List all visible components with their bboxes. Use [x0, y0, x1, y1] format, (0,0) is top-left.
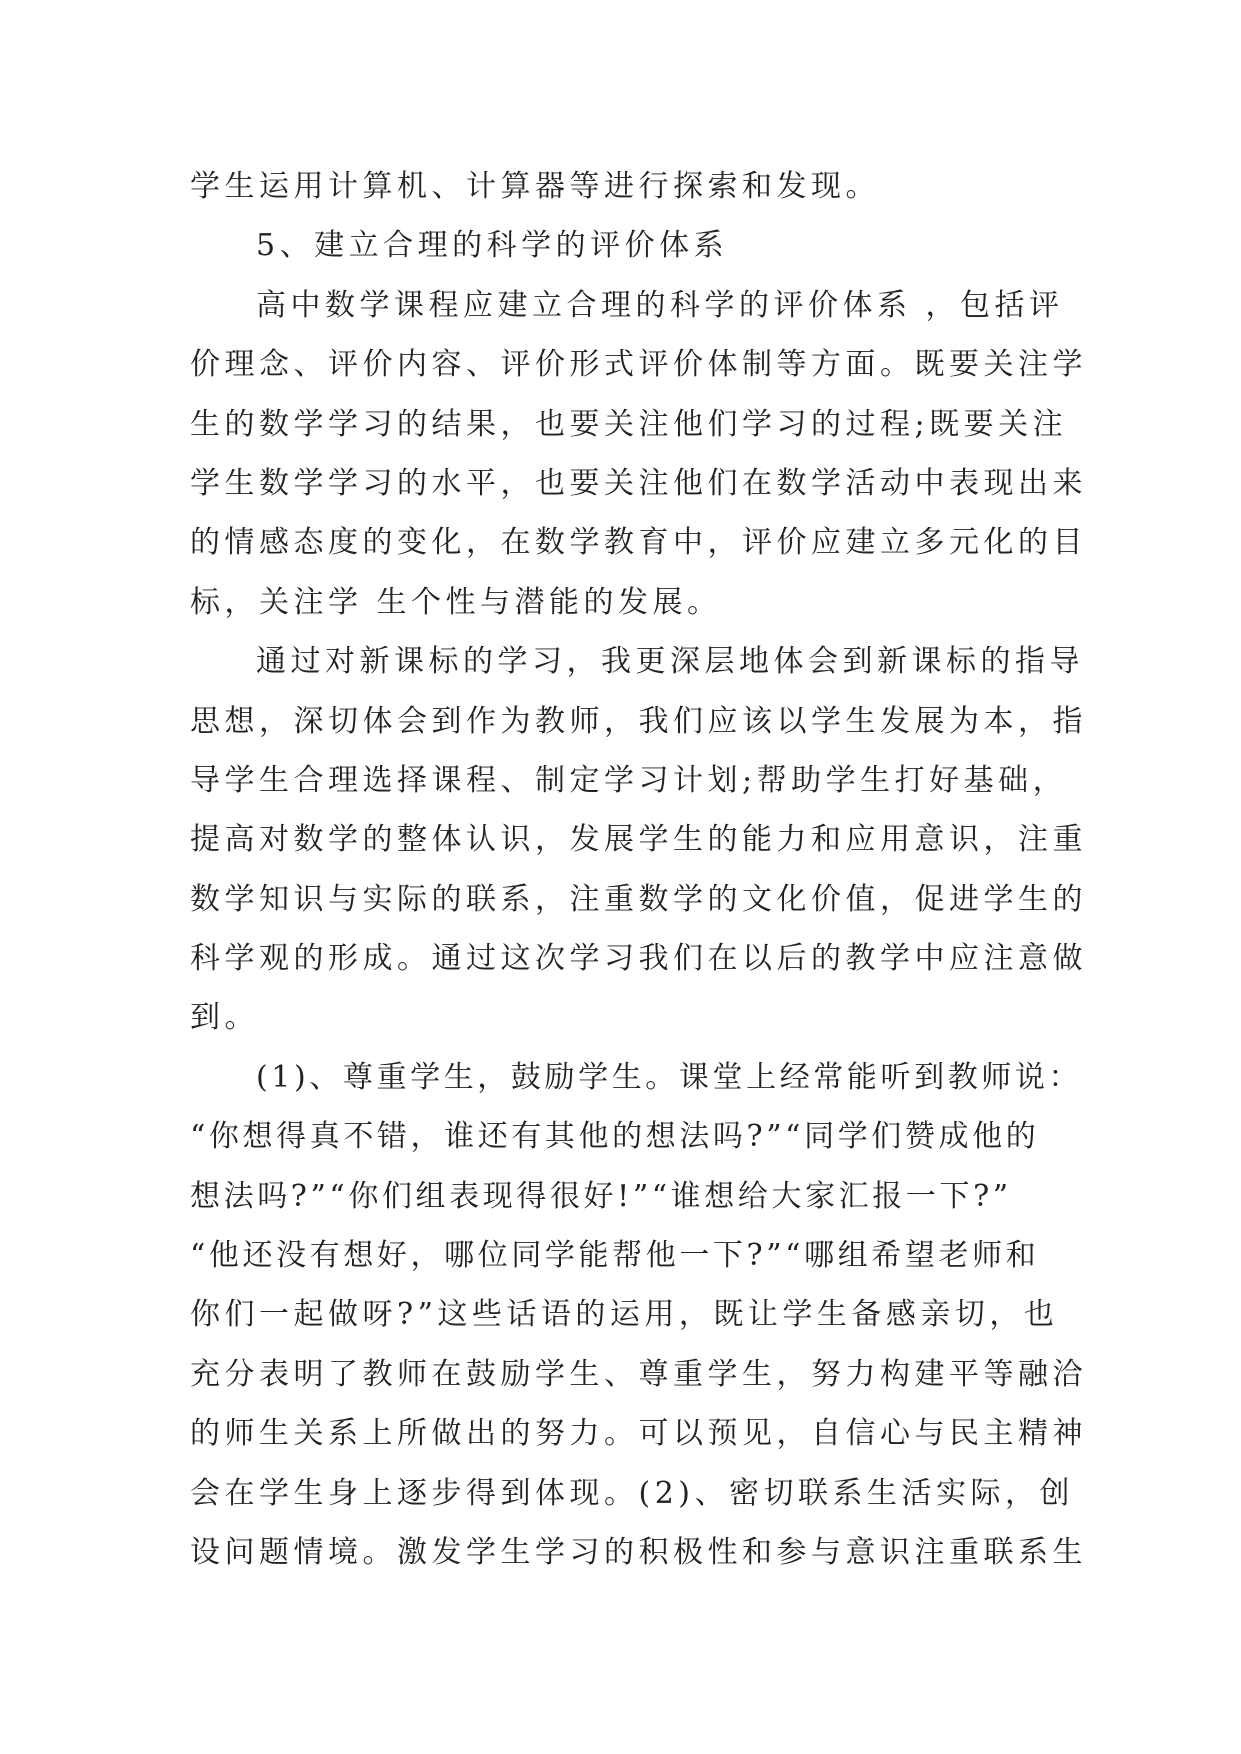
text-line: 学生运用计算机、计算器等进行探索和发现。	[190, 169, 880, 204]
text-line: 会在学生身上逐步得到体现。(2)、密切联系生活实际，创	[190, 1475, 1074, 1511]
text-line: 的情感态度的变化，在数学教育中，评价应建立多元化的目	[190, 525, 1087, 561]
text-line: 提高对数学的整体认识，发展学生的能力和应用意识，注重	[190, 822, 1087, 858]
text-line: 到。	[190, 1000, 259, 1036]
text-line: “他还没有想好，哪位同学能帮他一下?”“哪组希望老师和	[190, 1238, 1040, 1274]
text-line: 通过对新课标的学习，我更深层地体会到新课标的指导	[256, 644, 1084, 680]
document-body	[190, 157, 1090, 1582]
text-line: 充分表明了教师在鼓励学生、尊重学生，努力构建平等融洽	[190, 1356, 1087, 1392]
text-line: 高中数学课程应建立合理的科学的评价体系 ，包括评	[256, 287, 1064, 323]
text-line: 标，关注学 生个性与潜能的发展。	[190, 584, 722, 620]
text-line: 学生数学学习的水平，也要关注他们在数学活动中表现出来	[190, 465, 1087, 501]
text-line: 数学知识与实际的联系，注重数学的文化价值，促进学生的	[190, 881, 1087, 917]
section-heading: 5、建立合理的科学的评价体系	[256, 228, 729, 264]
text-line: 想法吗?”“你们组表现得很好!”“谁想给大家汇报一下?”	[190, 1178, 1012, 1214]
text-line: “你想得真不错，谁还有其他的想法吗?”“同学们赞成他的	[190, 1119, 1040, 1155]
text-line: 思想，深切体会到作为教师，我们应该以学生发展为本，指	[190, 703, 1087, 739]
text-line: 生的数学学习的结果，也要关注他们学习的过程;既要关注	[190, 406, 1068, 442]
text-line: 设问题情境。激发学生学习的积极性和参与意识注重联系生	[190, 1534, 1087, 1570]
text-line: 价理念、评价内容、评价形式评价体制等方面。既要关注学	[190, 347, 1087, 383]
text-line: 科学观的形成。通过这次学习我们在以后的教学中应注意做	[190, 941, 1087, 977]
text-line: 导学生合理选择课程、制定学习计划;帮助学生打好基础，	[190, 762, 1068, 798]
text-line: 你们一起做呀?”这些话语的运用，既让学生备感亲切，也	[190, 1297, 1059, 1333]
text-line: 的师生关系上所做出的努力。可以预见，自信心与民主精神	[190, 1416, 1087, 1452]
text-line: (1)、尊重学生，鼓励学生。课堂上经常能听到教师说：	[256, 1059, 1083, 1095]
